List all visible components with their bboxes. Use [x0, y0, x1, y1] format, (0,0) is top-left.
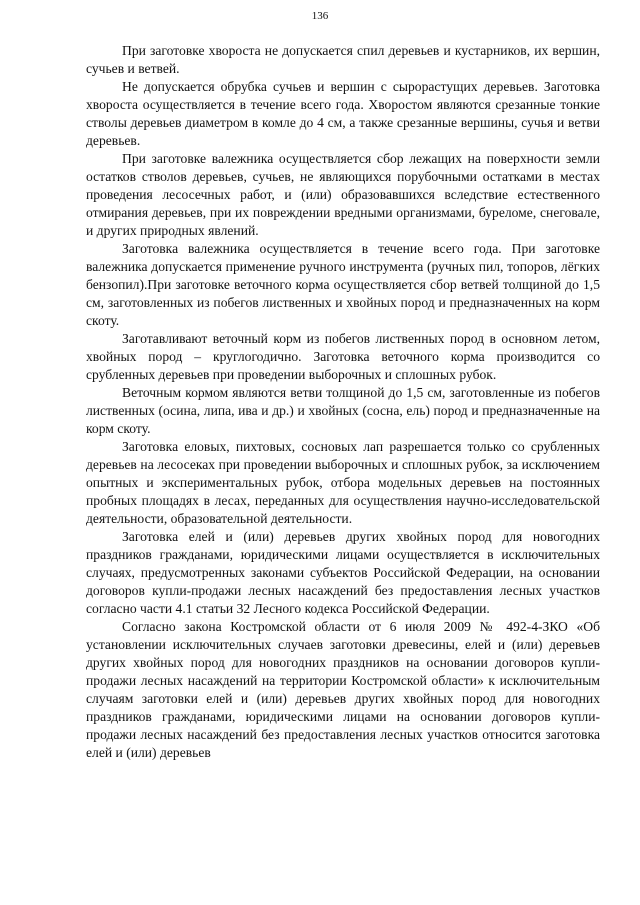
body-text: [86, 42, 600, 762]
paragraph: Заготовка елей и (или) деревьев других хвойных пород для новогодних праздников гражданами, юридическими лицами осуществляется в исключительных случаях, предусмотренных законами субъектов Российской Федерации, на основании договоров купли-продажи лесных насаждений без предоставления лесных участков согласно части 4.1 статьи 32 Лесного кодекса Российской Федерации.: [86, 529, 600, 616]
paragraph: Заготовка еловых, пихтовых, сосновых лап разрешается только со срубленных деревьев на лесосеках при проведении выборочных и сплошных рубок, за исключением опытных и экспериментальных рубок, отбора модельных деревьев на постоянных пробных площадях в лесах, переданных для осуществления научно-исследовательской деятельности, образовательной деятельности.: [86, 439, 600, 526]
paragraph: Заготовка валежника осуществляется в течение всего года. При заготовке валежника допускается применение ручного инструмента (ручных пил, топоров, лёгких бензопил).При заготовке веточного корма осуществляется сбор ветвей толщиной до 1,5 см, заготовленных из побегов лиственных и хвойных пород и предназначенных на корм скоту.: [86, 241, 600, 328]
paragraph: При заготовке хвороста не допускается спил деревьев и кустарников, их вершин, сучьев и ветвей.: [86, 43, 600, 76]
page-number: 136: [311, 10, 329, 22]
paragraph: Согласно закона Костромской области от 6 июля 2009 № 492-4-ЗКО «Об установлении исключительных случаев заготовки древесины, елей и (или) деревьев других хвойных пород для новогодних праздников на основании договоров купли-продажи лесных насаждений на территории Костромской области» к исключительным случаям заготовки елей и (или) деревьев других хвойных пород для новогодних праздников гражданами, юридическими лицами на основании договоров купли-продажи лесных насаждений без предоставления лесных участков относится заготовка елей и (или) деревьев: [86, 619, 600, 760]
paragraph: Заготавливают веточный корм из побегов лиственных пород в основном летом, хвойных пород – круглогодично. Заготовка веточного корма производится со срубленных деревьев при проведении выборочных и сплошных рубок.: [86, 331, 600, 382]
paragraph: При заготовке валежника осуществляется сбор лежащих на поверхности земли остатков стволов деревьев, сучьев, не являющихся порубочными остатками в местах проведения лесосечных работ, и (или) образовавшихся вследствие естественного отмирания деревьев, при их повреждении вредными организмами, буреломе, снеговале, и других природных явлений.: [86, 151, 600, 238]
paragraph: Веточным кормом являются ветви толщиной до 1,5 см, заготовленные из побегов лиственных (осина, липа, ива и др.) и хвойных (сосна, ель) пород и предназначенные на корм скоту.: [86, 385, 600, 436]
paragraph: Не допускается обрубка сучьев и вершин с сырорастущих деревьев. Заготовка хвороста осуществляется в течение всего года. Хворостом являются срезанные тонкие стволы деревьев диаметром в комле до 4 см, а также срезанные вершины, сучья и ветви деревьев.: [86, 79, 600, 148]
